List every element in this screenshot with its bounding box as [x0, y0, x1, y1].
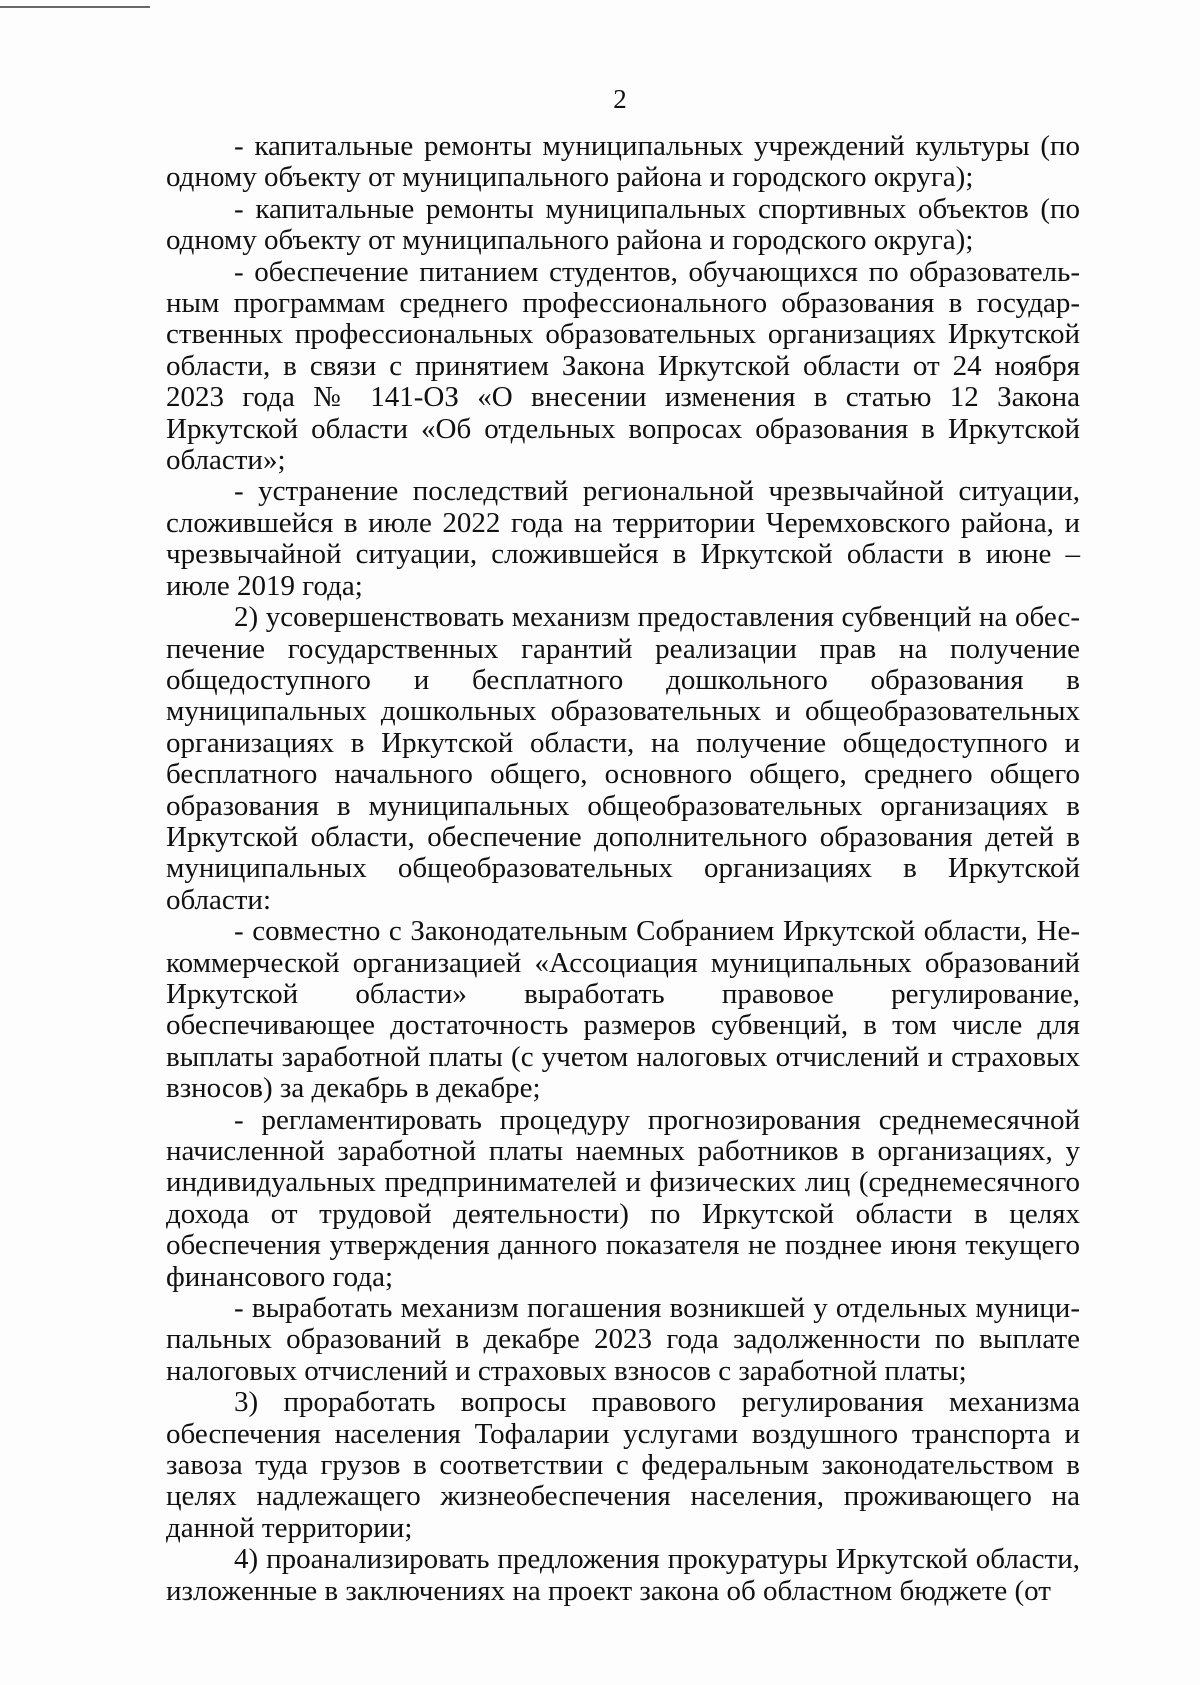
paragraph-tofalaria-transport: 3) проработать вопросы правового регулирования механизма обеспечения населения Тофаларии услугами воздушного транспорта и завоза туда грузов в соответствии с федеральным законодательством в целях надлежащего жизнеобеспечения населения, проживающего на данной территории;	[166, 1386, 1080, 1544]
page-number: 2	[613, 84, 627, 114]
paragraph-emergency-recovery: - устранение последствий региональной чрезвычайной ситуации, сложившейся в июле 2022 года на территории Черемховского района, и чрезвычайной ситуации, сложившейся в Иркутской области в июне – июле 2019 года;	[166, 475, 1080, 602]
paragraph-subvention-mechanism: 2) усовершенствовать механизм предоставления субвенций на обеспечение государственных гарантий реализации прав на получение общедоступного и бесплатного дошкольного образования в муниципальных дошкольных образовательных и общеобразовательных организациях в Иркутской области, на получение общедоступного и бесплатного начального общего, основного общего, среднего общего образования в муниципальных общеобразовательных организациях в Иркутской области, обеспечение дополнительного образования детей в муниципальных общеобразовательных организациях в Иркутской области:	[166, 601, 1080, 916]
document-body	[166, 131, 1080, 1607]
paragraph-sports-repairs: - капитальные ремонты муниципальных спортивных объектов (по одному объекту от муниципального района и городского округа);	[166, 192, 1080, 257]
paragraph-culture-repairs: - капитальные ремонты муниципальных учреждений культуры (по одному объекту от муниципального района и городского округа);	[166, 130, 1080, 194]
paragraph-debt-repayment: - выработать механизм погашения возникшей у отдельных муниципальных образований в декабре 2023 года задолженности по выплате налоговых отчислений и страховых взносов с заработной платы;	[166, 1292, 1080, 1387]
paragraph-student-meals: - обеспечение питанием студентов, обучающихся по образовательным программам среднего профессионального образования в государственных профессиональных образовательных организациях Иркутской области, в связи с принятием Закона Иркутской области от 24 ноября 2023 года № 141-ОЗ «О внесении изменения в статью 12 Закона Иркутской области «Об отдельных вопросах образования в Иркутской области»;	[166, 255, 1080, 477]
paragraph-salary-forecast: - регламентировать процедуру прогнозирования среднемесячной начисленной заработной платы наемных работников в организациях, у индивидуальных предпринимателей и физических лиц (среднемесячного дохода от трудовой деятельности) по Иркутской области в целях обеспечения утверждения данного показателя не позднее июня текущего финансового года;	[166, 1103, 1080, 1293]
scan-corner-mark	[0, 0, 150, 8]
paragraph-prosecutor-proposals: 4) проанализировать предложения прокуратуры Иркутской области, изложенные в заключениях на проект закона об областном бюджете (от	[166, 1543, 1080, 1607]
paragraph-legal-regulation: - совместно с Законодательным Собранием Иркутской области, Некоммерческой организацией «Ассоциация муниципальных образований Иркутской области» выработать правовое регулирование, обеспечивающее достаточность размеров субвенций, в том числе для выплаты заработной платы (с учетом налоговых отчислений и страховых взносов) за декабрь в декабре;	[166, 915, 1080, 1105]
